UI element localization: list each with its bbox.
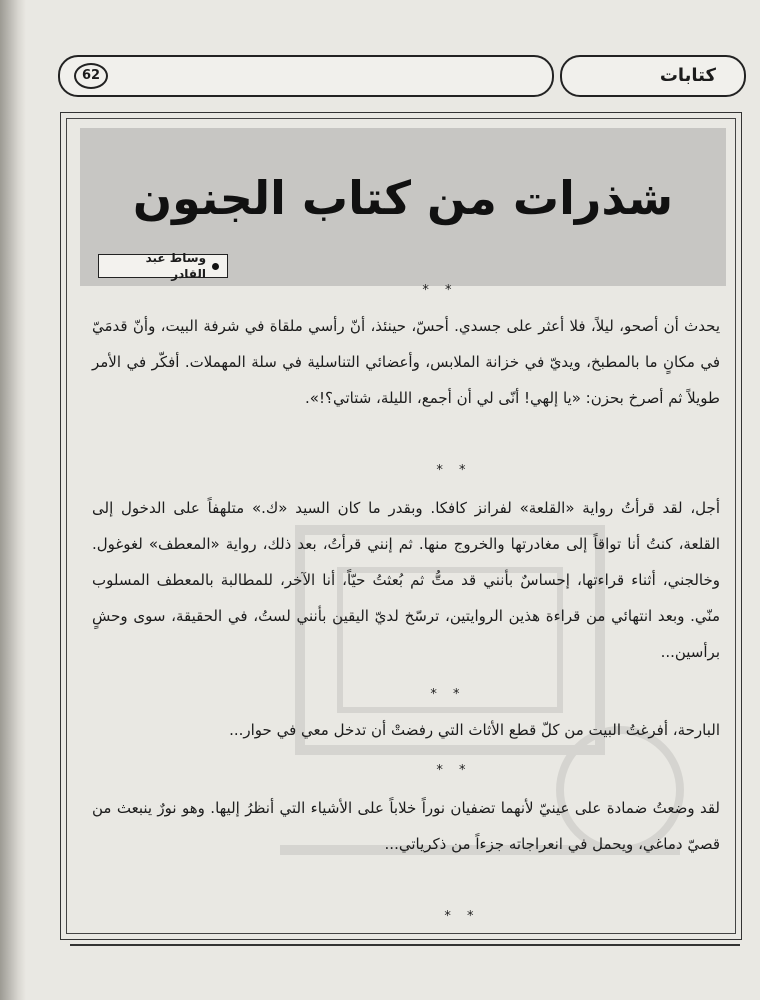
section-banner [560,55,746,97]
page-number-banner [58,55,554,97]
paragraph-2: أجل، لقد قرأتُ رواية «القلعة» لفرانز كافكا. وبقدر ما كان السيد «ك.» متلهفاً على الدخول إلى القلعة، كنتُ أنا تواقاً إلى مغادرتها والخروج منها. ثم إنني قرأتُ، بعد ذلك، رواية «المعطف» لغوغول. وخالجني، أثناء قراءتها، إحساسٌ بأنني قد متُّ ثم بُعثتُ حيّاً، أنا الآخر، للمطالبة بالمعطف المسلوب منّي. وبعد انتهائي من قراءة هذين الروايتين، ترسّخ لديّ اليقين بأنني لستُ، في الحقيقة، سوى وحشٍ برأسين... [92,499,720,661]
paragraph-3: البارحة، أفرغتُ البيت من كلّ قطع الأثاث التي رفضتْ أن تدخل معي في حوار... [229,721,720,739]
separator-stars: * * [444,909,480,924]
bottom-divider [70,944,740,946]
title-block [80,128,726,286]
separator-stars: * * [436,463,472,478]
section-title: كتابات [659,65,716,86]
separator-stars: * * [422,283,458,298]
bullet-icon [212,263,219,270]
separator-stars: * * [436,763,472,778]
page-number: 62 [74,63,108,89]
paragraph-4: لقد وضعتُ ضمادة على عينيّ لأنهما تضفيان نوراً خلاباً على الأشياء التي أنظرُ إليها. وهو نورٌ ينبعث من قصيّ دماغي، ويحمل في انعراجاته جزءاً من ذكرياتي... [92,799,720,853]
separator-stars: * * [430,687,466,702]
author-name: وساط عبد القادر [145,251,207,281]
page-header [58,55,746,97]
article-title: شذرات من كتاب الجنون [132,171,674,225]
page-binding-shadow [0,0,26,1000]
paragraph-1: يحدث أن أصحو، ليلاً، فلا أعثر على جسدي. أحسّ، حينئذ، أنّ رأسي ملقاة في شرفة البيت، وأنّ قدمَيّ في مكانٍ ما بالمطبخ، ويديّ في خزانة الملابس، وأعضائي التناسلية في سلة المهملات. أفكّر في الأمر طويلاً ثم أصرخ بحزن: «يا إلهي! أنّى لي أن أجمع، الليلة، شتاتي؟!». [92,317,720,407]
author-box [98,251,228,281]
